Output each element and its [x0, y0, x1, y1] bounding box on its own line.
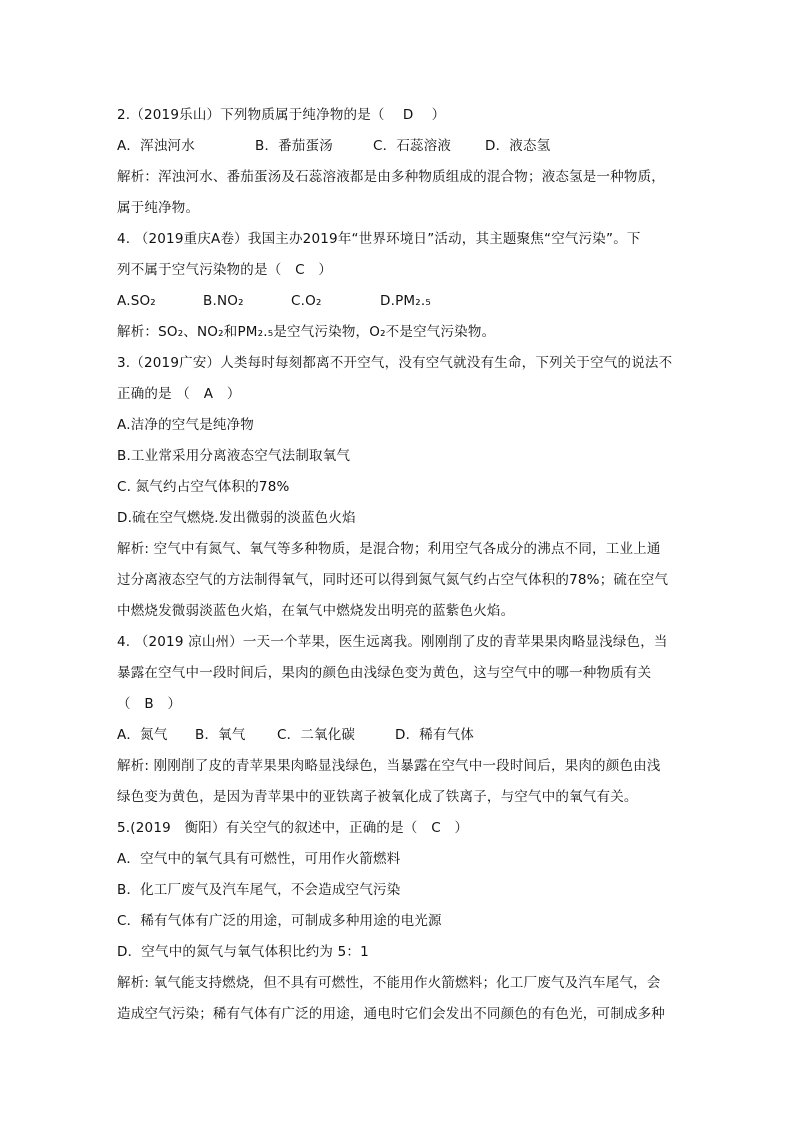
q4b-options	[117, 720, 677, 751]
q2-stem: 2.（2019乐山）下列物质属于纯净物的是（ D ）	[117, 107, 446, 123]
q4a-option-d: D.PM₂.₅	[380, 293, 431, 309]
document-page	[117, 100, 677, 1030]
q2-option-c: C．石蕊溶液	[373, 138, 452, 154]
q5-option-b: B．化工厂废气及汽车尾气，不会造成空气污染	[117, 882, 401, 898]
q5-analysis-line-2: 造成空气污染；稀有气体有广泛的用途，通电时它们会发出不同颜色的有色光，可制成多种	[117, 1006, 665, 1022]
q4a-option-a: A.SO₂	[117, 293, 156, 309]
q4b-analysis-line-1: 解析: 刚刚削了皮的青苹果果肉略显浅绿色，当暴露在空气中一段时间后，果肉的颜色由浅	[117, 758, 661, 774]
q3-analysis-line-1: 解析: 空气中有氮气、氧气等多种物质，是混合物；利用空气各成分的沸点不同，工业上通	[117, 541, 661, 557]
q4b-analysis-line-2: 绿色变为黄色，是因为青苹果中的亚铁离子被氧化成了铁离子，与空气中的氧气有关。	[117, 789, 638, 805]
q4b-option-d: D．稀有气体	[395, 727, 475, 743]
q5-stem: 5.(2019 衡阳）有关空气的叙述中，正确的是（ C ）	[117, 820, 469, 836]
q2-analysis-line-1: 解析：浑浊河水、番茄蛋汤及石蕊溶液都是由多种物质组成的混合物；液态氢是一种物质，	[117, 169, 665, 185]
q2-option-a: A．浑浊河水	[117, 138, 195, 154]
q4b-option-c: C．二氧化碳	[277, 727, 356, 743]
q5-option-a: A．空气中的氧气具有可燃性，可用作火箭燃料	[117, 851, 401, 867]
q3-option-a: A.洁净的空气是纯净物	[117, 417, 254, 433]
q4a-option-c: C.O₂	[291, 293, 322, 309]
q3-option-b: B.工业常采用分离液态空气法制取氧气	[117, 448, 351, 464]
q4a-stem-line-2: 列不属于空气污染物的是（ C ）	[117, 262, 333, 278]
q4a-stem-line-1: 4. （2019重庆A卷）我国主办2019年“世界环境日”活动，其主题聚焦“空气污染”。下	[117, 231, 641, 247]
q5-option-c: C．稀有气体有广泛的用途，可制成多种用途的电光源	[117, 913, 442, 929]
q4a-option-b: B.NO₂	[203, 293, 244, 309]
q4b-option-b: B．氧气	[195, 727, 246, 743]
q3-option-d: D.硫在空气燃烧.发出微弱的淡蓝色火焰	[117, 510, 356, 526]
q4b-stem-line-3: （ B ）	[117, 696, 182, 712]
q3-analysis-line-3: 中燃烧发微弱淡蓝色火焰，在氧气中燃烧发出明亮的蓝紫色火焰。	[117, 603, 515, 619]
q3-stem-line-1: 3.（2019广安）人类每时每刻都离不开空气，没有空气就没有生命，下列关于空气的说法不	[117, 355, 673, 371]
q3-option-c: C. 氮气约占空气体积的78%	[117, 479, 290, 495]
q4a-options	[117, 286, 677, 317]
q2-analysis-line-2: 属于纯净物。	[117, 200, 200, 216]
q4b-option-a: A．氮气	[117, 727, 168, 743]
q2-option-b: B．番茄蛋汤	[255, 138, 333, 154]
q4b-stem-line-2: 暴露在空气中一段时间后，果肉的颜色由浅绿色变为黄色，这与空气中的哪一种物质有关	[117, 665, 652, 681]
q4a-analysis: 解析：SO₂、NO₂和PM₂.₅是空气污染物，O₂不是空气污染物。	[117, 324, 496, 340]
q2-options	[117, 131, 677, 162]
q3-stem-line-2: 正确的是 （ A ）	[117, 386, 241, 402]
q3-analysis-line-2: 过分离液态空气的方法制得氧气，同时还可以得到氮气氮气约占空气体积的78%；硫在空气	[117, 572, 669, 588]
q5-analysis-line-1: 解析: 氧气能支持燃烧，但不具有可燃性，不能用作火箭燃料；化工厂废气及汽车尾气，会	[117, 975, 661, 991]
q2-option-d: D．液态氢	[485, 138, 551, 154]
q4b-stem-line-1: 4. （2019 凉山州）一天一个苹果，医生远离我。刚刚削了皮的青苹果果肉略显浅绿色，当	[117, 634, 668, 650]
q5-option-d: D．空气中的氮气与氧气体积比约为 5：1	[117, 944, 369, 960]
